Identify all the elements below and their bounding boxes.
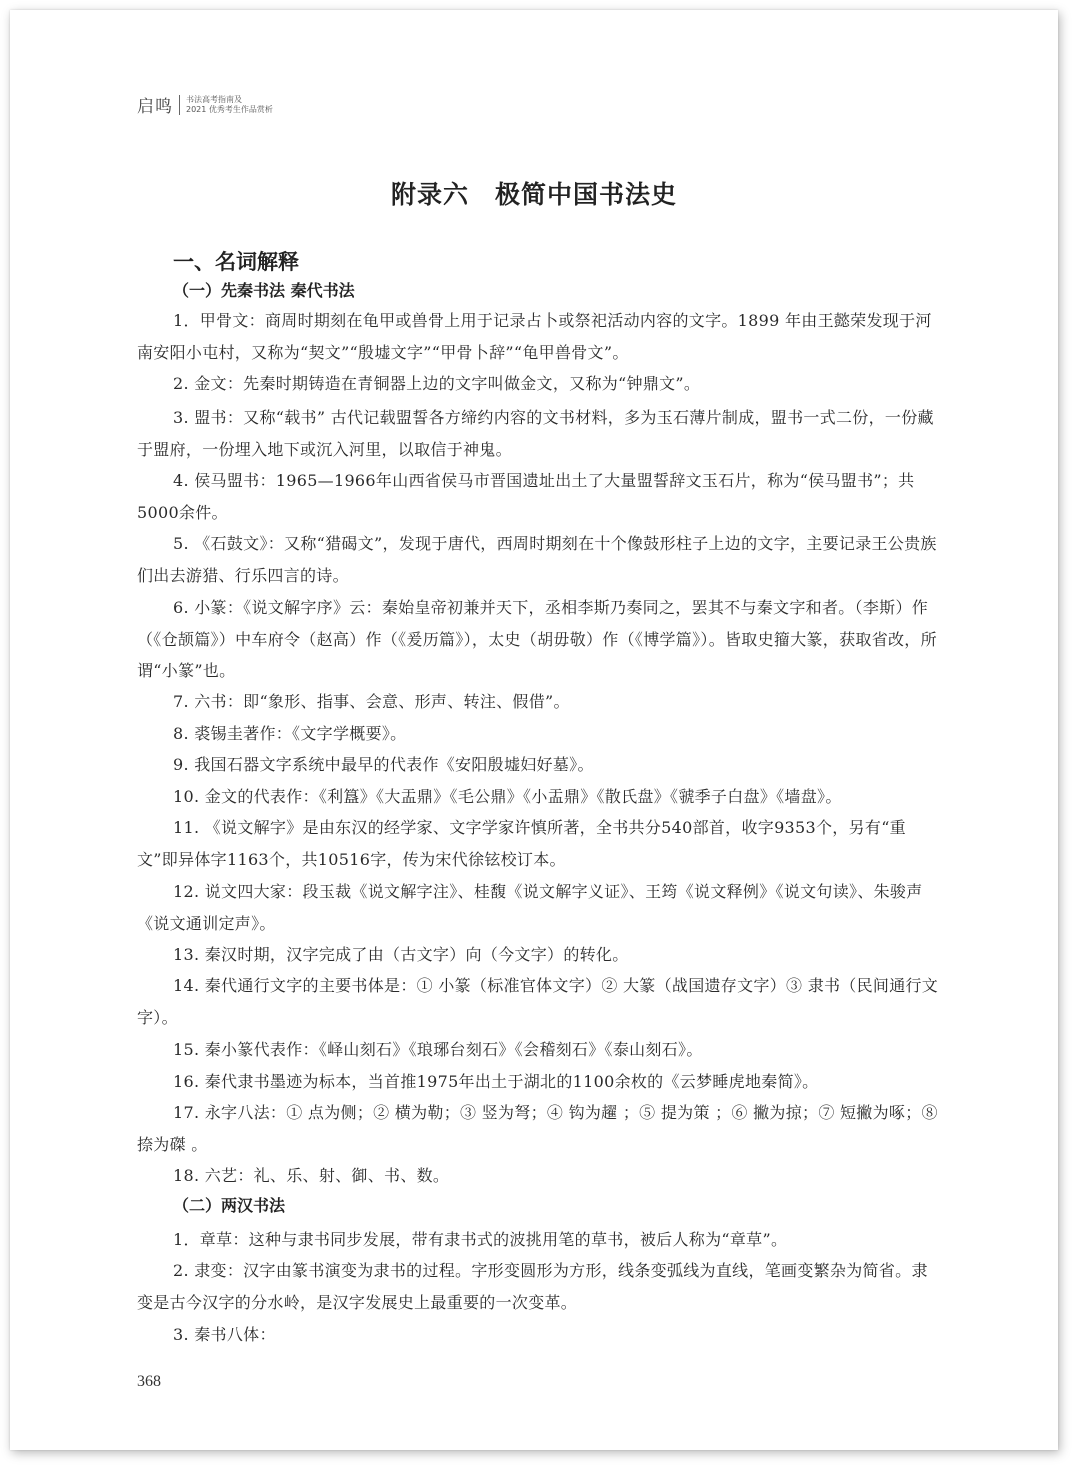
running-header: [137, 92, 273, 117]
list-item: 18. 六艺：礼、乐、射、御、书、数。: [173, 1166, 450, 1185]
list-item: 10. 金文的代表作：《利簋》《大盂鼎》《毛公鼎》《小盂鼎》《散氏盘》《虢季子白盘》《墙盘》。: [173, 787, 842, 806]
list-item: 5. 《石鼓文》：又称“猎碣文”，发现于唐代，西周时期刻在十个像鼓形柱子上边的文字，主要记录王公贵族们出去游猎、行乐四言的诗。: [137, 534, 937, 585]
list-item: 4. 侯马盟书：1965—1966年山西省侯马市晋国遗址出土了大量盟誓辞文玉石片，称为“侯马盟书”；共5000余件。: [137, 471, 915, 522]
list-item: 1．甲骨文：商周时期刻在龟甲或兽骨上用于记录占卜或祭祀活动内容的文字。1899 年由王懿荣发现于河南安阳小屯村，又称为“契文”“殷墟文字”“甲骨卜辞”“龟甲兽骨文”。: [137, 311, 932, 362]
document-page: [10, 10, 1058, 1450]
page-number: 368: [137, 1373, 161, 1390]
list-item: 2. 隶变：汉字由篆书演变为隶书的过程。字形变圆形为方形，线条变弧线为直线，笔画变繁杂为简省。隶变是古今汉字的分水岭，是汉字发展史上最重要的一次变革。: [137, 1261, 928, 1312]
section-heading: 一、名词解释: [173, 250, 299, 274]
list-item: 3. 秦书八体：: [173, 1325, 276, 1344]
list-item: 2. 金文：先秦时期铸造在青铜器上边的文字叫做金文，又称为“钟鼎文”。: [173, 374, 701, 393]
header-divider: [179, 95, 180, 115]
list-item: 15. 秦小篆代表作：《峄山刻石》《琅琊台刻石》《会稽刻石》《泰山刻石》。: [173, 1040, 703, 1059]
list-item: 6. 小篆：《说文解字序》云：秦始皇帝初兼并天下，丞相李斯乃奏同之，罢其不与秦文字和者。（李斯）作（《仓颉篇》）中车府令（赵高）作（《爰历篇》），太史（胡毋敬）作（《博学篇》）。皆取史籀大篆，获取省改，所谓“小篆”也。: [137, 598, 937, 680]
list-item: 7. 六书：即“象形、指事、会意、形声、转注、假借”。: [173, 692, 570, 711]
list-item: 9. 我国石器文字系统中最早的代表作《安阳殷墟妇好墓》。: [173, 755, 594, 774]
list-item: 3. 盟书：又称“载书” 古代记载盟誓各方缔约内容的文书材料，多为玉石薄片制成，盟书一式二份，一份藏于盟府，一份埋入地下或沉入河里，以取信于神鬼。: [137, 408, 934, 459]
page-title: 附录六 极简中国书法史: [390, 180, 677, 209]
subsection-heading-1: （一）先秦书法 秦代书法: [173, 281, 355, 300]
header-brand: 启鸣: [137, 97, 173, 117]
list-item: 12. 说文四大家：段玉裁《说文解字注》、桂馥《说文解字义证》、王筠《说文释例》《说文句读》、朱骏声《说文通训定声》。: [137, 882, 923, 933]
list-item: 8. 裘锡圭著作：《文字学概要》。: [173, 724, 407, 743]
header-subtitle-line2: 2021 优秀考生作品赏析: [186, 104, 273, 114]
header-subtitle: [186, 95, 273, 115]
list-item: 11. 《说文解字》是由东汉的经学家、文字学家许慎所著，全书共分540部首，收字9353个，另有“重文”即异体字1163个，共10516字，传为宋代徐铉校订本。: [137, 818, 906, 869]
subsection-heading-2: （二）两汉书法: [173, 1196, 286, 1215]
list-item: 13. 秦汉时期，汉字完成了由（古文字）向（今文字）的转化。: [173, 945, 629, 964]
header-subtitle-line1: 书法高考指南及: [186, 94, 242, 104]
list-item: 1．章草：这种与隶书同步发展，带有隶书式的波挑用笔的草书，被后人称为“章草”。: [173, 1230, 788, 1249]
list-item: 17. 永字八法：① 点为侧；② 横为勒；③ 竖为弩；④ 钩为趯 ；⑤ 提为策 ；⑥ 撇为掠；⑦ 短撇为啄；⑧ 捺为磔 。: [137, 1103, 938, 1154]
list-item: 14. 秦代通行文字的主要书体是：① 小篆（标准官体文字）② 大篆（战国遗存文字）③ 隶书（民间通行文字）。: [137, 976, 939, 1027]
list-item: 16. 秦代隶书墨迹为标本，当首推1975年出土于湖北的1100余枚的《云梦睡虎地秦简》。: [173, 1072, 819, 1091]
